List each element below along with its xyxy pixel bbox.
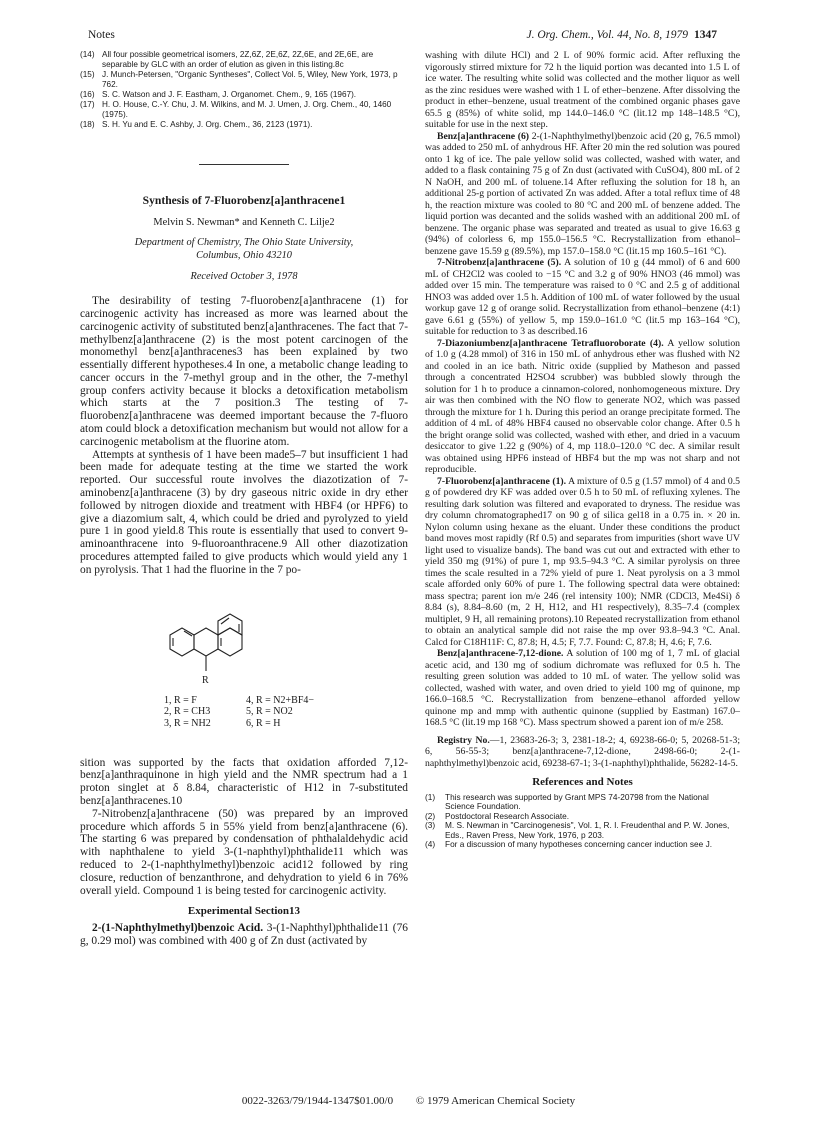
reference-item: (3) M. S. Newman in "Carcinogenesis", Vol. 1, R. I. Freudenthal and P. W. Jones, Eds., Raven Press, New York, 1976, p 203. xyxy=(425,820,730,840)
divider-rule xyxy=(199,164,289,165)
body-paragraph: Benz[a]anthracene-7,12-dione. A solution of 100 mg of 1, 7 mL of glacial acetic acid, and 130 mg of sodium dichromate was refluxed for 0.5 h. The resulting green solution was added to 10 mL of water. The yellow solid was collected, washed with water, and oven dried to yield 100 mg of quinone, mp 166.0–168.5 °C. Recrystallization from benzene–ethanol afforded yellow quinone mp and mmp with authentic quinone (supplied by Eastman) 167.0–168.5 °C (lit.19 mp 168 °C). Mass spectrum showed a parent ion of m/e 258. xyxy=(425,648,740,728)
received-date: Received October 3, 1978 xyxy=(190,271,298,283)
body-paragraph: The desirability of testing 7-fluorobenz[a]anthracene (1) for carcinogenic activity has increased as more was learned about the carcinogenic activity of substituted benz[a]anthracenes. The fact that 7-methylbenz[a]anthracene (2) is the most potent carcinogen of the monomethyl benz[a]anthracenes3 has been explained by two essentially different hypotheses.4 In one, a metabolic change leading to cancer occurs in the 7-methyl group and in the other, the 7-methyl group confers activity because it blocks a detoxification metabolism which starts at the 7 position.3 The testing of 7-fluorobenz[a]anthracene was deemed important because the 7-fluoro atom could block a detoxification mechanism but would not allow for a carcinogenic metabolism at the fluorine atom. xyxy=(80,295,408,448)
reference-item: (15) J. Munch-Petersen, "Organic Syntheses", Collect Vol. 5, Wiley, New York, 1973, p 762. xyxy=(80,70,398,89)
affiliation: Department of Chemistry, The Ohio State University, Columbus, Ohio 43210 xyxy=(134,237,354,261)
left-column xyxy=(80,50,408,948)
article-body xyxy=(80,295,408,577)
article-authors: Melvin S. Newman* and Kenneth C. Lilje2 xyxy=(153,216,335,228)
reference-item: (1) This research was supported by Grant MPS 74-20798 from the National Science Foundation. xyxy=(425,791,709,812)
article-code: 0022-3263/79/1944-1347$01.00/0 xyxy=(241,1095,394,1107)
chemical-structure xyxy=(80,583,408,753)
page-number: 1347 xyxy=(694,29,717,41)
body-paragraph: 7-Nitrobenz[a]anthracene (5). A solution of 10 g (44 mmol) of 6 and 600 mL of CH2Cl2 was cooled to −15 °C and 3.2 g of 90% HNO3 (46 mmol) was added over 15 min. The temperature was raised to 0 °C and 2.5 g of additional HNO3 was added over 1.5 h. Addition of 100 mL of water followed by the usual workup gave 12 g of orange solid. Recrystallization from ethanol–benzene (4:1) gave 6.61 g (55%) of yellow 5, mp 159.0–161.0 °C (lit.5 mp 163–164 °C), suitable for reduction to 3 as described.16 xyxy=(425,257,740,337)
compound-legend xyxy=(164,695,314,730)
previous-article-references xyxy=(80,50,408,130)
body-paragraph: 7-Nitrobenz[a]anthracene (50) was prepared by an improved procedure which affords 5 in 55% yield from benz[a]anthracene (6). The starting 6 was prepared by condensation of phthalaldehydic acid with naphthalene to yield 3-(1-naphthyl)phthalide11 which was reduced to 2-(1-naphthylmethyl)benzoic acid12 followed by ring closure, reduction of benzanthrone, and dehydration to yield 6 in 76% overall yield. Compound 1 is being tested for carcinogenic activity. xyxy=(80,807,408,897)
body-paragraph: 2-(1-Naphthylmethyl)benzoic Acid. 3-(1-Naphthyl)phthalide11 (76 g, 0.29 mol) was combined with 400 g of Zn dust (activated by xyxy=(80,922,408,947)
body-paragraph: 7-Fluorobenz[a]anthracene (1). A mixture of 0.5 g (1.57 mmol) of 4 and 0.5 g of powdered dry KF was added over 0.5 h to 50 mL of refluxing xylenes. The resulting dark solution was filtered and evaporated to dryness. The residue was dry column chromatographed17 on 90 g of silica gel18 in a 0.75 in. × 20 in. Nylon column using hexane as the eluant. Under these conditions the product band moves most rapidly (Rf 0.5) and separates from impurities (short wave UV light used to visualize bands). The band was cut out and extracted with ether to yield 350 mg (91%) of pure 1, mp 93.5–94.3 °C. A similar pyrolysis on three times the scale resulted in a 72% yield of pure 1. Neat pyrolysis on a 3 mmol scale afforded only 60% of pure 1. The following spectral data were obtained: mass spectra; parent ion m/e 246 (rel intensity 100); NMR (CDCl3, Me4Si) δ 8.84 (s), 8.84–8.60 (m, 2 H, H12, and H1 respectively), 8.35–7.4 (complex multiplet, 9 H, all remaining protons).10 Repeated recrystallization from ethanol to obtain an analytical sample did not raise the mp over 93.8–94.3 °C. Anal. Calcd for C18H11F: C, 87.8; H, 4.5; F, 7.7. Found: C, 87.8; H, 4.6; F, 7.6. xyxy=(425,475,740,648)
body-paragraph: 7-Diazoniumbenz[a]anthracene Tetrafluoroborate (4). A yellow solution of 1.0 g (4.28 mmol) of 316 in 150 mL of anhydrous ether was flushed with N2 and cooled in an ice bath. Nitric oxide (supplied by Matheson and passed through a concentrated H2SO4 scrubber) was bubbled slowly through the solution for 1 h to produce a cinnamon-colored, nonhomogeneous mixture. Dry air was then combined with the NO flow to generate NO2, which was passed through the mixture for 1 h. During this period an orange precipitate formed. The addition of 4 mL of 48% HBF4 caused no observable color change. After 0.5 h the bright orange solid was collected, washed with ether, and dried in a vacuum desiccator to give 1.22 g (90%) of 4, mp 118.0–120.0 °C dec. A similar result was obtained using HPF6 instead of HBF4 but the mp was not sharp and not reproducible. xyxy=(425,337,741,475)
reference-item: (16) S. C. Watson and J. F. Eastham, J. Organomet. Chem., 9, 165 (1967). xyxy=(80,90,357,99)
legend-row: 1, R = F 4, R = N2+BF4− xyxy=(164,694,315,706)
reference-item: (2) Postdoctoral Research Associate. xyxy=(425,810,570,821)
right-column xyxy=(425,50,740,850)
reference-item: (17) H. O. House, C.-Y. Chu, J. M. Wilkins, and M. J. Umen, J. Org. Chem., 40, 1460 (1975). xyxy=(80,100,392,119)
copyright-notice: © 1979 American Chemical Society xyxy=(415,1095,576,1107)
body-paragraph: Attempts at synthesis of 1 have been made5–7 but insufficient 1 had been made for adequate testing at the time we started the work reported. Our successful route involves the diazotization of 7-aminobenz[a]anthracene (3) by dry gaseous nitric oxide in dry ether followed by nitrogen dioxide and treatment with HBF4 (or HPF6) to give a diazomium salt, 4, which could be dried and pyrolyzed to yield pure 1 in good yield.8 This route is essentially that used to convert 9-aminoanthracene into 9-fluoroanthracene.9 All other diazotization procedures attempted failed to give products which would yield any 1 on pyrolysis. That 1 had the fluorine in the 7 po- xyxy=(80,448,408,576)
registry-numbers: Registry No.—1, 23683-26-3; 3, 2381-18-2; 4, 69238-66-0; 5, 20268-51-3; 6, 56-55-3; benz[a]anthracene-7,12-dione, 2498-66-0; 2-(1-naphthylmethyl)benzoic acid, 69238-67-1; 3-(1-naphthyl)phthalide, 56282-14-5. xyxy=(425,734,741,769)
body-paragraph: sition was supported by the facts that oxidation afforded 7,12-benz[a]anthraquinone in high yield and the NMR spectrum had a 1 proton singlet at δ 8.84, characteristic of H12 in 7-substituted benz[a]anthracenes.10 xyxy=(80,756,408,808)
journal-name: J. Org. Chem., Vol. 44, No. 8, 1979 xyxy=(526,29,688,41)
article-body-continued xyxy=(80,757,408,948)
journal-citation xyxy=(526,29,717,41)
legend-row: 3, R = NH2 6, R = H xyxy=(164,717,281,729)
legend-row: 2, R = CH3 5, R = NO2 xyxy=(164,706,293,718)
references-list xyxy=(425,793,740,851)
body-paragraph: Benz[a]anthracene (6) 2-(1-Naphthylmethyl)benzoic acid (20 g, 76.5 mmol) was added to 250 mL of anhydrous HF. After 20 min the red solution was poured onto 1 kg of ice. The pale yellow solid was collected, washed with water, and added to a flask containing 75 g of Zn dust (activated with CuSO4), 800 mL of 2 N NaOH, and 200 mL of toluene.14 After refluxing the solution for 18 h, an additional 25-g portion of activated Zn was added. After a total reflux time of 48 h, the reaction mixture was cooled to 80 °C and 200 mL of benzene added. The liquid portion was decanted and the solids washed with an additional 200 mL of benzene. The organic phase was separated and treated as usual to give 16.63 g (94%) of colorless 6, mp 155.0–156.5 °C. Recrystallization from ethanol–benzene gave 15.59 g (89.5%), mp 157.0–158.0 °C (lit.15 mp 160.5–161 °C). xyxy=(425,130,740,257)
experimental-heading: Experimental Section13 xyxy=(187,905,301,918)
body-paragraph: washing with dilute HCl) and 2 L of 90% formic acid. After refluxing the vigorously stirred mixture for 72 h the liquid portion was decanted into 1.5 L of ice water. The resulting white solid was collected and the mother liquor as well as the zinc residues were washed with 1 L of ether–benzene. After dissolving the product in ether–benzene, usual treatment of the combined organic phases gave 65.5 g (85%) of white solid, mp 144.0–146.0 °C (lit.12 mp 148–148.5 °C), suitable for use in the next step. xyxy=(425,50,740,130)
section-label: Notes xyxy=(88,29,115,41)
article-title: Synthesis of 7-Fluorobenz[a]anthracene1 xyxy=(142,194,346,207)
running-header xyxy=(88,29,717,47)
reference-item: (4) For a discussion of many hypotheses concerning cancer induction see J. xyxy=(425,839,713,850)
page-footer xyxy=(0,1095,817,1107)
r-group-label: R xyxy=(202,674,209,686)
reference-item: (18) S. H. Yu and E. C. Ashby, J. Org. Chem., 36, 2123 (1971). xyxy=(80,120,313,129)
benzanthracene-structure-drawing xyxy=(160,583,270,703)
reference-item: (14) All four possible geometrical isomers, 2Z,6Z, 2E,6Z, 2Z,6E, and 2E,6E, are separable by GLC with an order of elution as given in this listing.8c xyxy=(80,50,374,69)
references-heading: References and Notes xyxy=(532,776,633,788)
